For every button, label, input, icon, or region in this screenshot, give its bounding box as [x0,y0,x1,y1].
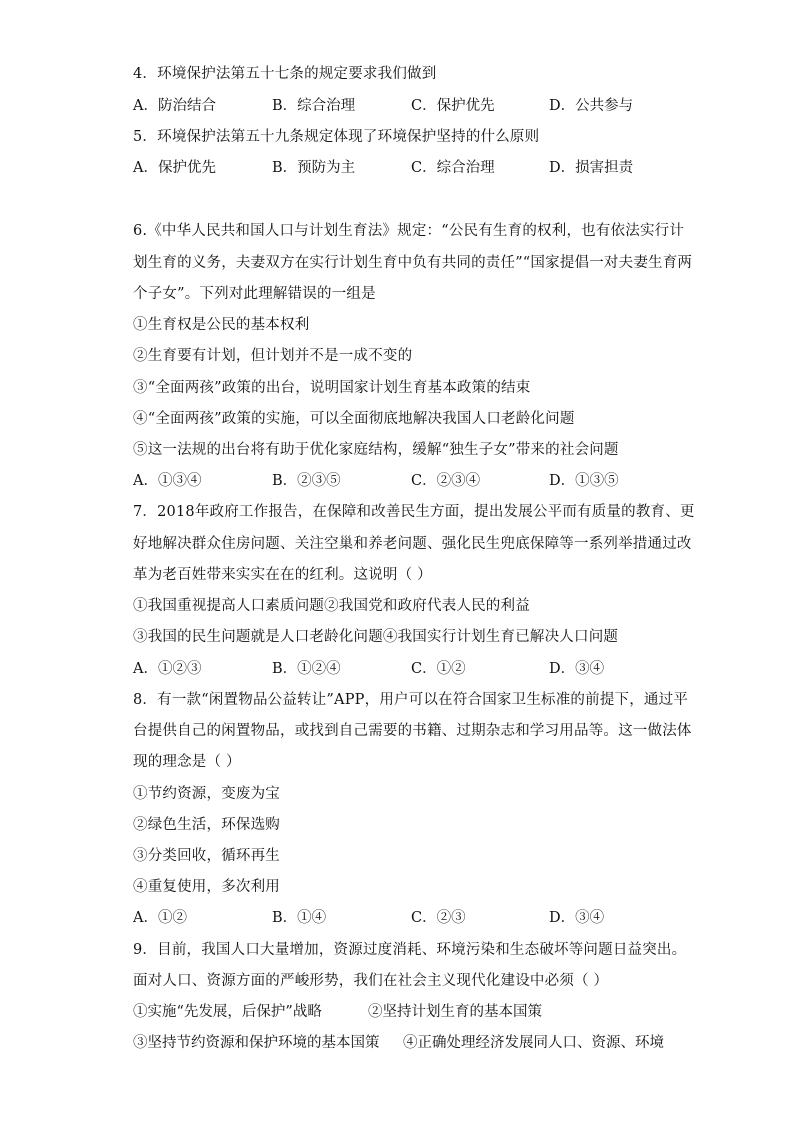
q8-stem-line-1: 8．有一款“闲置物品公益转让”APP，用户可以在符合国家卫生标准的前提下，通过平 [133,692,689,708]
q4-option-a: A．防治结合 [133,98,216,114]
q5-option-a: A．保护优先 [133,160,216,176]
q6-option-b: B．②③⑤ [272,473,341,489]
q9-stem-line-2: 面对人口、资源方面的严峻形势，我们在社会主义现代化建设中必须（ ） [133,973,609,989]
q4-option-c: C．保护优先 [411,98,495,114]
q8-statement-4: ④重复使用，多次利用 [133,879,280,895]
q7-option-a: A．①②③ [133,661,202,677]
q6-statement-1: ①生育权是公民的基本权利 [133,317,310,333]
q7-stem-line-1: 7．2018年政府工作报告，在保障和改善民生方面，提出发展公平而有质量的教育、更 [133,504,695,520]
q4-stem: 4．环境保护法第五十七条的规定要求我们做到 [133,66,437,82]
q8-option-d: D．③④ [549,910,605,926]
q8-stem-line-3: 现的理念是（ ） [133,754,241,770]
q9-stem-line-1: 9．目前，我国人口大量增加，资源过度消耗、环境污染和生态破坏等问题日益突出。 [133,942,687,958]
q9-statement-3: ③坚持节约资源和保护环境的基本国策 [133,1035,380,1051]
q5-stem: 5．环境保护法第五十九条规定体现了环境保护坚持的什么原则 [133,129,540,145]
q8-statement-2: ②绿色生活，环保选购 [133,817,280,833]
q6-option-d: D．①③⑤ [549,473,619,489]
q7-option-b: B．①②④ [272,661,341,677]
q4-options [133,96,673,116]
q5-options [133,158,673,178]
q8-statement-1: ①节约资源，变废为宝 [133,786,280,802]
q7-option-c: C．①② [411,661,466,677]
q8-options [133,908,673,928]
q7-option-d: D．③④ [549,661,605,677]
q8-option-a: A．①② [133,910,187,926]
q8-option-c: C．②③ [411,910,466,926]
q7-stem-line-2: 好地解决群众住房问题、关注空巢和养老问题、强化民生兜底保障等一系列举措通过改 [133,536,692,552]
q5-option-c: C．综合治理 [411,160,495,176]
q6-option-a: A．①③④ [133,473,202,489]
q4-option-b: B．综合治理 [272,98,356,114]
q6-statement-3: ③“全面两孩”政策的出台，说明国家计划生育基本政策的结束 [133,380,531,396]
q7-options [133,659,673,679]
q6-stem-line-3: 个子女”。下列对此理解错误的一组是 [133,286,376,302]
q6-stem-line-2: 划生育的义务，夫妻双方在实行计划生育中负有共同的责任”“国家提倡一对夫妻生育两 [133,255,693,271]
q7-statement-2: ③我国的民生问题就是人口老龄化问题④我国实行计划生育已解决人口问题 [133,629,619,645]
q7-stem-line-3: 革为老百姓带来实实在在的红利。这说明（ ） [133,567,432,583]
q8-option-b: B．①④ [272,910,327,926]
q6-options [133,471,673,491]
q7-statement-1: ①我国重视提高人口素质问题②我国党和政府代表人民的利益 [133,598,530,614]
q6-statement-4: ④“全面两孩”政策的实施，可以全面彻底地解决我国人口老龄化问题 [133,411,575,427]
q9-statement-1: ①实施“先发展，后保护”战略 [133,1004,322,1020]
q5-option-b: B．预防为主 [272,160,356,176]
q6-option-c: C．②③④ [411,473,481,489]
q9-statement-2: ②坚持计划生育的基本国策 [368,1004,542,1020]
q4-option-d: D．公共参与 [549,98,634,114]
q9-statement-4: ④正确处理经济发展同人口、资源、环境 [403,1035,664,1051]
q6-stem-line-1: 6.《中华人民共和国人口与计划生育法》规定：“公民有生育的权利，也有依法实行计 [133,223,685,239]
q8-stem-line-2: 台提供自己的闲置物品，或找到自己需要的书籍、过期杂志和学习用品等。这一做法体 [133,723,692,739]
q8-statement-3: ③分类回收，循环再生 [133,848,280,864]
q6-statement-2: ②生育要有计划，但计划并不是一成不变的 [133,348,413,364]
q5-option-d: D．损害担责 [549,160,634,176]
q6-statement-5: ⑤这一法规的出台将有助于优化家庭结构，缓解“独生子女”带来的社会问题 [133,442,619,458]
